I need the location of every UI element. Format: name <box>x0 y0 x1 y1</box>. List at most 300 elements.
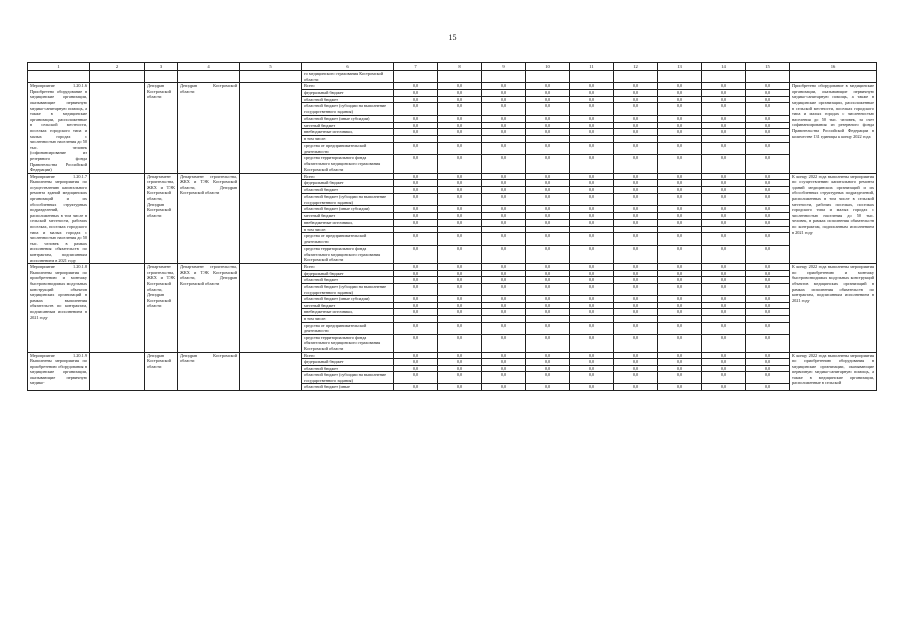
amount-cell: 0,0 <box>614 365 658 372</box>
amount-cell: 0,0 <box>658 89 702 96</box>
empty-cell <box>240 71 302 83</box>
funding-source-cell: средства территориального фонда обязательного медицинского страхования Костромской области <box>302 155 394 173</box>
amount-cell: 0,0 <box>482 270 526 277</box>
amount-cell: 0,0 <box>394 103 438 115</box>
amount-cell <box>570 315 614 322</box>
amount-cell: 0,0 <box>614 180 658 187</box>
amount-cell: 0,0 <box>438 302 482 309</box>
amount-cell: 0,0 <box>614 129 658 136</box>
amount-cell: 0,0 <box>658 155 702 173</box>
amount-cell: 0,0 <box>702 193 746 205</box>
empty-cell <box>438 71 482 83</box>
amount-cell: 0,0 <box>570 129 614 136</box>
amount-cell: 0,0 <box>526 180 570 187</box>
column-number-header: 9 <box>482 63 526 71</box>
amount-cell: 0,0 <box>658 193 702 205</box>
funding-row <box>28 352 877 359</box>
amount-cell: 0,0 <box>526 359 570 366</box>
amount-cell: 0,0 <box>526 115 570 122</box>
amount-cell: 0,0 <box>746 264 790 271</box>
amount-cell: 0,0 <box>394 384 438 391</box>
amount-cell: 0,0 <box>482 334 526 352</box>
amount-cell: 0,0 <box>746 365 790 372</box>
funding-source-cell: областной бюджет (субсидии на выполнение государственного задания) <box>302 193 394 205</box>
amount-cell: 0,0 <box>570 245 614 263</box>
amount-cell <box>658 226 702 233</box>
amount-cell: 0,0 <box>394 233 438 245</box>
expected-result-cell: Приобретено оборудование в медицинские организации, оказывающие первичную медико-санитарную помощь, а также в медицинские организации, расположенные в сельской местности, поселках городского типа и малых городах с численностью населения до 50 тыс. человек, за счет софинансирования из резервного фонда Правительства Российской Федерации в количестве 131 единицы к концу 2022 года <box>790 83 877 174</box>
amount-cell: 0,0 <box>526 173 570 180</box>
column-number-header: 5 <box>240 63 302 71</box>
amount-cell: 0,0 <box>658 129 702 136</box>
amount-cell: 0,0 <box>394 322 438 334</box>
funding-source-cell: федеральный бюджет <box>302 359 394 366</box>
amount-cell: 0,0 <box>702 173 746 180</box>
amount-cell: 0,0 <box>482 206 526 213</box>
amount-cell <box>570 136 614 143</box>
funding-source-cell: федеральный бюджет <box>302 180 394 187</box>
amount-cell: 0,0 <box>394 187 438 194</box>
column-number-header: 8 <box>438 63 482 71</box>
column-number-header: 10 <box>526 63 570 71</box>
amount-cell <box>438 226 482 233</box>
amount-cell: 0,0 <box>482 296 526 303</box>
funding-source-cell: Всего <box>302 352 394 359</box>
amount-cell: 0,0 <box>482 187 526 194</box>
amount-cell: 0,0 <box>570 309 614 316</box>
amount-cell <box>746 226 790 233</box>
amount-cell: 0,0 <box>394 264 438 271</box>
amount-cell: 0,0 <box>570 296 614 303</box>
amount-cell: 0,0 <box>702 283 746 295</box>
amount-cell: 0,0 <box>526 264 570 271</box>
amount-cell: 0,0 <box>526 296 570 303</box>
amount-cell: 0,0 <box>482 277 526 284</box>
amount-cell: 0,0 <box>614 103 658 115</box>
amount-cell: 0,0 <box>746 187 790 194</box>
amount-cell: 0,0 <box>526 129 570 136</box>
amount-cell: 0,0 <box>658 309 702 316</box>
amount-cell: 0,0 <box>746 233 790 245</box>
column-number-header: 11 <box>570 63 614 71</box>
funding-source-cell: Всего <box>302 173 394 180</box>
amount-cell: 0,0 <box>746 322 790 334</box>
amount-cell: 0,0 <box>658 103 702 115</box>
amount-cell <box>526 136 570 143</box>
amount-cell <box>570 226 614 233</box>
amount-cell: 0,0 <box>570 322 614 334</box>
amount-cell: 0,0 <box>702 365 746 372</box>
measure-name-cell: Мероприятие 1.20.1.9 Выполнены мероприятия по приобретению оборудования в медицинские организации, оказывающие первичную медико- <box>28 352 90 391</box>
blank-cell <box>90 352 145 391</box>
amount-cell: 0,0 <box>614 83 658 90</box>
empty-cell <box>28 71 90 83</box>
amount-cell: 0,0 <box>614 206 658 213</box>
executor-cell: Департамент строительства, ЖКХ и ТЭК Костромской области, Депздрав Костромской области <box>145 264 178 352</box>
amount-cell: 0,0 <box>570 155 614 173</box>
funding-source-cell: областной бюджет (иные субсидии) <box>302 206 394 213</box>
amount-cell <box>614 315 658 322</box>
amount-cell: 0,0 <box>746 122 790 129</box>
amount-cell: 0,0 <box>702 96 746 103</box>
amount-cell: 0,0 <box>658 233 702 245</box>
funding-source-cell: средства территориального фонда обязательного медицинского страхования Костромской области <box>302 245 394 263</box>
amount-cell: 0,0 <box>702 309 746 316</box>
measure-name-cell: Мероприятие 1.20.1.7 Выполнены мероприятия по осуществлению капитального ремонта зданий медицинских организаций и их обособленных структурных подразделений, расположенных в том числе в сельской местности, рабочих поселках, поселках городского типа и малых городах с численностью населения до 50 тыс. человек в рамках исполнения обязательств по контрактам, подписанным исполнением в 2021 году <box>28 173 90 264</box>
amount-cell: 0,0 <box>658 322 702 334</box>
amount-cell: 0,0 <box>570 302 614 309</box>
amount-cell: 0,0 <box>526 142 570 154</box>
amount-cell: 0,0 <box>570 173 614 180</box>
amount-cell: 0,0 <box>526 334 570 352</box>
amount-cell: 0,0 <box>702 142 746 154</box>
amount-cell: 0,0 <box>570 219 614 226</box>
amount-cell: 0,0 <box>614 96 658 103</box>
amount-cell <box>394 226 438 233</box>
amount-cell: 0,0 <box>526 277 570 284</box>
amount-cell: 0,0 <box>570 180 614 187</box>
funding-source-cell: областной бюджет <box>302 365 394 372</box>
funding-source-cell: го медицинского страхования Костромской области <box>302 71 394 83</box>
amount-cell: 0,0 <box>614 302 658 309</box>
amount-cell: 0,0 <box>394 296 438 303</box>
empty-cell <box>658 71 702 83</box>
amount-cell: 0,0 <box>658 372 702 384</box>
amount-cell: 0,0 <box>614 359 658 366</box>
executor-cell: Депздрав Костромской области <box>145 352 178 391</box>
amount-cell: 0,0 <box>394 142 438 154</box>
amount-cell: 0,0 <box>482 352 526 359</box>
amount-cell: 0,0 <box>526 309 570 316</box>
funding-row <box>28 173 877 180</box>
amount-cell: 0,0 <box>482 219 526 226</box>
amount-cell: 0,0 <box>526 187 570 194</box>
funding-source-cell: областной бюджет (субсидии на выполнение государственного задания) <box>302 283 394 295</box>
amount-cell: 0,0 <box>570 83 614 90</box>
empty-cell <box>702 71 746 83</box>
funding-source-cell: областной бюджет (субсидии на выполнение государственного задания) <box>302 103 394 115</box>
amount-cell: 0,0 <box>482 233 526 245</box>
amount-cell: 0,0 <box>658 213 702 220</box>
blank-cell <box>90 83 145 174</box>
amount-cell: 0,0 <box>482 129 526 136</box>
amount-cell: 0,0 <box>702 322 746 334</box>
amount-cell: 0,0 <box>702 115 746 122</box>
column-number-header: 14 <box>702 63 746 71</box>
amount-cell: 0,0 <box>614 245 658 263</box>
amount-cell: 0,0 <box>702 213 746 220</box>
amount-cell: 0,0 <box>482 155 526 173</box>
empty-cell <box>526 71 570 83</box>
amount-cell: 0,0 <box>570 365 614 372</box>
empty-cell <box>482 71 526 83</box>
amount-cell: 0,0 <box>614 270 658 277</box>
amount-cell: 0,0 <box>614 187 658 194</box>
amount-cell: 0,0 <box>746 309 790 316</box>
funding-source-cell: областной бюджет (субсидии на выполнение государственного задания) <box>302 372 394 384</box>
amount-cell: 0,0 <box>482 359 526 366</box>
amount-cell: 0,0 <box>526 352 570 359</box>
amount-cell: 0,0 <box>438 96 482 103</box>
amount-cell <box>702 315 746 322</box>
column-number-header: 3 <box>145 63 178 71</box>
amount-cell: 0,0 <box>658 187 702 194</box>
amount-cell: 0,0 <box>614 384 658 391</box>
amount-cell: 0,0 <box>482 365 526 372</box>
funding-source-cell: средства от предпринимательской деятельности <box>302 233 394 245</box>
amount-cell: 0,0 <box>614 233 658 245</box>
funding-source-cell: областной бюджет (иные субсидии) <box>302 115 394 122</box>
amount-cell: 0,0 <box>482 122 526 129</box>
measure-name-cell: Мероприятие 1.20.1.6 Приобретено оборудование в медицинские организации, оказывающие первичную медико-санитарную помощь, а также в медицинские организации, расположенные в сельской местности, поселках городского типа и малых городах с численностью населения до 50 тыс. человек (софинансирование из резервного фонда Правительства Российской Федерации) <box>28 83 90 174</box>
amount-cell: 0,0 <box>394 283 438 295</box>
amount-cell: 0,0 <box>526 206 570 213</box>
amount-cell: 0,0 <box>438 270 482 277</box>
amount-cell: 0,0 <box>658 173 702 180</box>
amount-cell: 0,0 <box>570 270 614 277</box>
amount-cell: 0,0 <box>438 89 482 96</box>
amount-cell: 0,0 <box>482 180 526 187</box>
amount-cell: 0,0 <box>658 365 702 372</box>
amount-cell: 0,0 <box>614 277 658 284</box>
amount-cell: 0,0 <box>614 296 658 303</box>
amount-cell: 0,0 <box>570 264 614 271</box>
amount-cell: 0,0 <box>746 103 790 115</box>
amount-cell: 0,0 <box>702 233 746 245</box>
amount-cell: 0,0 <box>482 83 526 90</box>
amount-cell <box>614 226 658 233</box>
amount-cell: 0,0 <box>746 334 790 352</box>
amount-cell: 0,0 <box>394 365 438 372</box>
amount-cell: 0,0 <box>570 103 614 115</box>
funding-source-cell: федеральный бюджет <box>302 270 394 277</box>
amount-cell: 0,0 <box>394 193 438 205</box>
amount-cell: 0,0 <box>570 122 614 129</box>
funding-source-cell: внебюджетные источники, <box>302 219 394 226</box>
amount-cell: 0,0 <box>438 115 482 122</box>
funding-table <box>27 62 877 391</box>
page-number: 15 <box>448 33 457 42</box>
amount-cell: 0,0 <box>438 233 482 245</box>
measure-name-cell: Мероприятие 1.20.1.8 Выполнены мероприятия по приобретению и монтажу быстровозводимых модульных конструкций объектов медицинских организаций в рамках выполнения обязательств по контрактам, подписанным исполнением в 2021 году <box>28 264 90 352</box>
amount-cell: 0,0 <box>570 193 614 205</box>
column-number-header: 16 <box>790 63 877 71</box>
amount-cell: 0,0 <box>394 219 438 226</box>
amount-cell <box>482 315 526 322</box>
executor-cell: Депздрав Костромской области <box>145 83 178 174</box>
amount-cell: 0,0 <box>482 264 526 271</box>
amount-cell <box>658 315 702 322</box>
amount-cell: 0,0 <box>526 233 570 245</box>
funding-source-cell: областной бюджет <box>302 277 394 284</box>
amount-cell: 0,0 <box>702 155 746 173</box>
amount-cell: 0,0 <box>438 334 482 352</box>
amount-cell: 0,0 <box>570 277 614 284</box>
funding-source-cell: в том числе: <box>302 136 394 143</box>
amount-cell: 0,0 <box>658 142 702 154</box>
amount-cell: 0,0 <box>394 309 438 316</box>
blank-cell <box>240 83 302 174</box>
amount-cell <box>614 136 658 143</box>
amount-cell: 0,0 <box>658 206 702 213</box>
amount-cell: 0,0 <box>702 277 746 284</box>
empty-cell <box>394 71 438 83</box>
amount-cell: 0,0 <box>526 372 570 384</box>
amount-cell: 0,0 <box>394 115 438 122</box>
table-header <box>28 63 877 71</box>
funding-source-cell: местный бюджет <box>302 122 394 129</box>
amount-cell: 0,0 <box>438 283 482 295</box>
amount-cell: 0,0 <box>394 359 438 366</box>
amount-cell: 0,0 <box>702 89 746 96</box>
amount-cell: 0,0 <box>746 173 790 180</box>
amount-cell: 0,0 <box>746 206 790 213</box>
empty-cell <box>790 71 877 83</box>
amount-cell: 0,0 <box>526 365 570 372</box>
amount-cell: 0,0 <box>482 96 526 103</box>
amount-cell <box>482 136 526 143</box>
amount-cell: 0,0 <box>438 122 482 129</box>
amount-cell: 0,0 <box>570 384 614 391</box>
amount-cell: 0,0 <box>482 173 526 180</box>
amount-cell: 0,0 <box>702 384 746 391</box>
amount-cell: 0,0 <box>526 322 570 334</box>
amount-cell: 0,0 <box>658 302 702 309</box>
amount-cell: 0,0 <box>614 213 658 220</box>
amount-cell: 0,0 <box>658 359 702 366</box>
amount-cell: 0,0 <box>438 309 482 316</box>
participants-cell: Департамент строительства, ЖКХ и ТЭК Костромской области, Депздрав Костромской области <box>178 173 240 264</box>
amount-cell: 0,0 <box>570 334 614 352</box>
amount-cell: 0,0 <box>570 359 614 366</box>
amount-cell: 0,0 <box>570 283 614 295</box>
amount-cell: 0,0 <box>394 129 438 136</box>
amount-cell: 0,0 <box>658 352 702 359</box>
amount-cell: 0,0 <box>658 180 702 187</box>
amount-cell: 0,0 <box>482 309 526 316</box>
funding-source-cell: Всего <box>302 83 394 90</box>
amount-cell: 0,0 <box>614 352 658 359</box>
amount-cell: 0,0 <box>614 193 658 205</box>
amount-cell: 0,0 <box>702 103 746 115</box>
amount-cell: 0,0 <box>614 219 658 226</box>
amount-cell: 0,0 <box>614 264 658 271</box>
amount-cell: 0,0 <box>702 372 746 384</box>
amount-cell: 0,0 <box>570 115 614 122</box>
amount-cell: 0,0 <box>702 187 746 194</box>
amount-cell: 0,0 <box>614 283 658 295</box>
funding-source-cell: областной бюджет (иные <box>302 384 394 391</box>
amount-cell: 0,0 <box>614 155 658 173</box>
amount-cell: 0,0 <box>438 372 482 384</box>
table-body <box>28 71 877 391</box>
amount-cell: 0,0 <box>394 155 438 173</box>
amount-cell: 0,0 <box>438 219 482 226</box>
amount-cell: 0,0 <box>658 270 702 277</box>
amount-cell: 0,0 <box>702 180 746 187</box>
continuation-row <box>28 71 877 83</box>
amount-cell: 0,0 <box>658 296 702 303</box>
column-number-header: 15 <box>746 63 790 71</box>
amount-cell: 0,0 <box>614 334 658 352</box>
amount-cell: 0,0 <box>438 359 482 366</box>
amount-cell: 0,0 <box>702 219 746 226</box>
amount-cell <box>438 315 482 322</box>
participants-cell: Депздрав Костромской области <box>178 83 240 174</box>
amount-cell: 0,0 <box>438 264 482 271</box>
amount-cell: 0,0 <box>438 83 482 90</box>
amount-cell: 0,0 <box>394 122 438 129</box>
amount-cell: 0,0 <box>482 115 526 122</box>
amount-cell: 0,0 <box>746 302 790 309</box>
amount-cell: 0,0 <box>438 193 482 205</box>
amount-cell: 0,0 <box>526 89 570 96</box>
amount-cell: 0,0 <box>658 96 702 103</box>
amount-cell: 0,0 <box>526 122 570 129</box>
amount-cell: 0,0 <box>658 83 702 90</box>
amount-cell <box>526 226 570 233</box>
amount-cell: 0,0 <box>482 245 526 263</box>
amount-cell: 0,0 <box>746 96 790 103</box>
amount-cell: 0,0 <box>746 155 790 173</box>
amount-cell: 0,0 <box>658 264 702 271</box>
amount-cell: 0,0 <box>746 372 790 384</box>
amount-cell: 0,0 <box>526 283 570 295</box>
amount-cell: 0,0 <box>614 115 658 122</box>
amount-cell: 0,0 <box>702 206 746 213</box>
amount-cell: 0,0 <box>702 83 746 90</box>
amount-cell: 0,0 <box>614 89 658 96</box>
amount-cell: 0,0 <box>482 213 526 220</box>
amount-cell: 0,0 <box>526 193 570 205</box>
participants-cell: Департамент строительства, ЖКХ и ТЭК Костромской области, Депздрав Костромской области <box>178 264 240 352</box>
amount-cell: 0,0 <box>438 365 482 372</box>
empty-cell <box>145 71 178 83</box>
column-number-header: 4 <box>178 63 240 71</box>
column-number-header: 12 <box>614 63 658 71</box>
amount-cell: 0,0 <box>394 277 438 284</box>
funding-source-cell: в том числе: <box>302 315 394 322</box>
amount-cell: 0,0 <box>526 213 570 220</box>
amount-cell: 0,0 <box>658 334 702 352</box>
amount-cell: 0,0 <box>614 372 658 384</box>
amount-cell: 0,0 <box>658 219 702 226</box>
amount-cell: 0,0 <box>570 233 614 245</box>
funding-source-cell: средства от предпринимательской деятельности <box>302 322 394 334</box>
funding-source-cell: местный бюджет <box>302 302 394 309</box>
amount-cell: 0,0 <box>394 83 438 90</box>
amount-cell: 0,0 <box>438 296 482 303</box>
funding-source-cell: средства территориального фонда обязательного медицинского страхования Костромской области <box>302 334 394 352</box>
amount-cell: 0,0 <box>394 213 438 220</box>
amount-cell: 0,0 <box>702 352 746 359</box>
amount-cell: 0,0 <box>438 322 482 334</box>
funding-source-cell: областной бюджет <box>302 96 394 103</box>
amount-cell: 0,0 <box>746 83 790 90</box>
amount-cell: 0,0 <box>438 173 482 180</box>
blank-cell <box>240 264 302 352</box>
amount-cell: 0,0 <box>570 213 614 220</box>
funding-source-cell: средства от предпринимательской деятельности <box>302 142 394 154</box>
amount-cell: 0,0 <box>526 302 570 309</box>
amount-cell <box>438 136 482 143</box>
amount-cell: 0,0 <box>526 103 570 115</box>
amount-cell: 0,0 <box>746 277 790 284</box>
amount-cell: 0,0 <box>570 142 614 154</box>
amount-cell: 0,0 <box>570 96 614 103</box>
amount-cell: 0,0 <box>746 283 790 295</box>
amount-cell: 0,0 <box>570 372 614 384</box>
